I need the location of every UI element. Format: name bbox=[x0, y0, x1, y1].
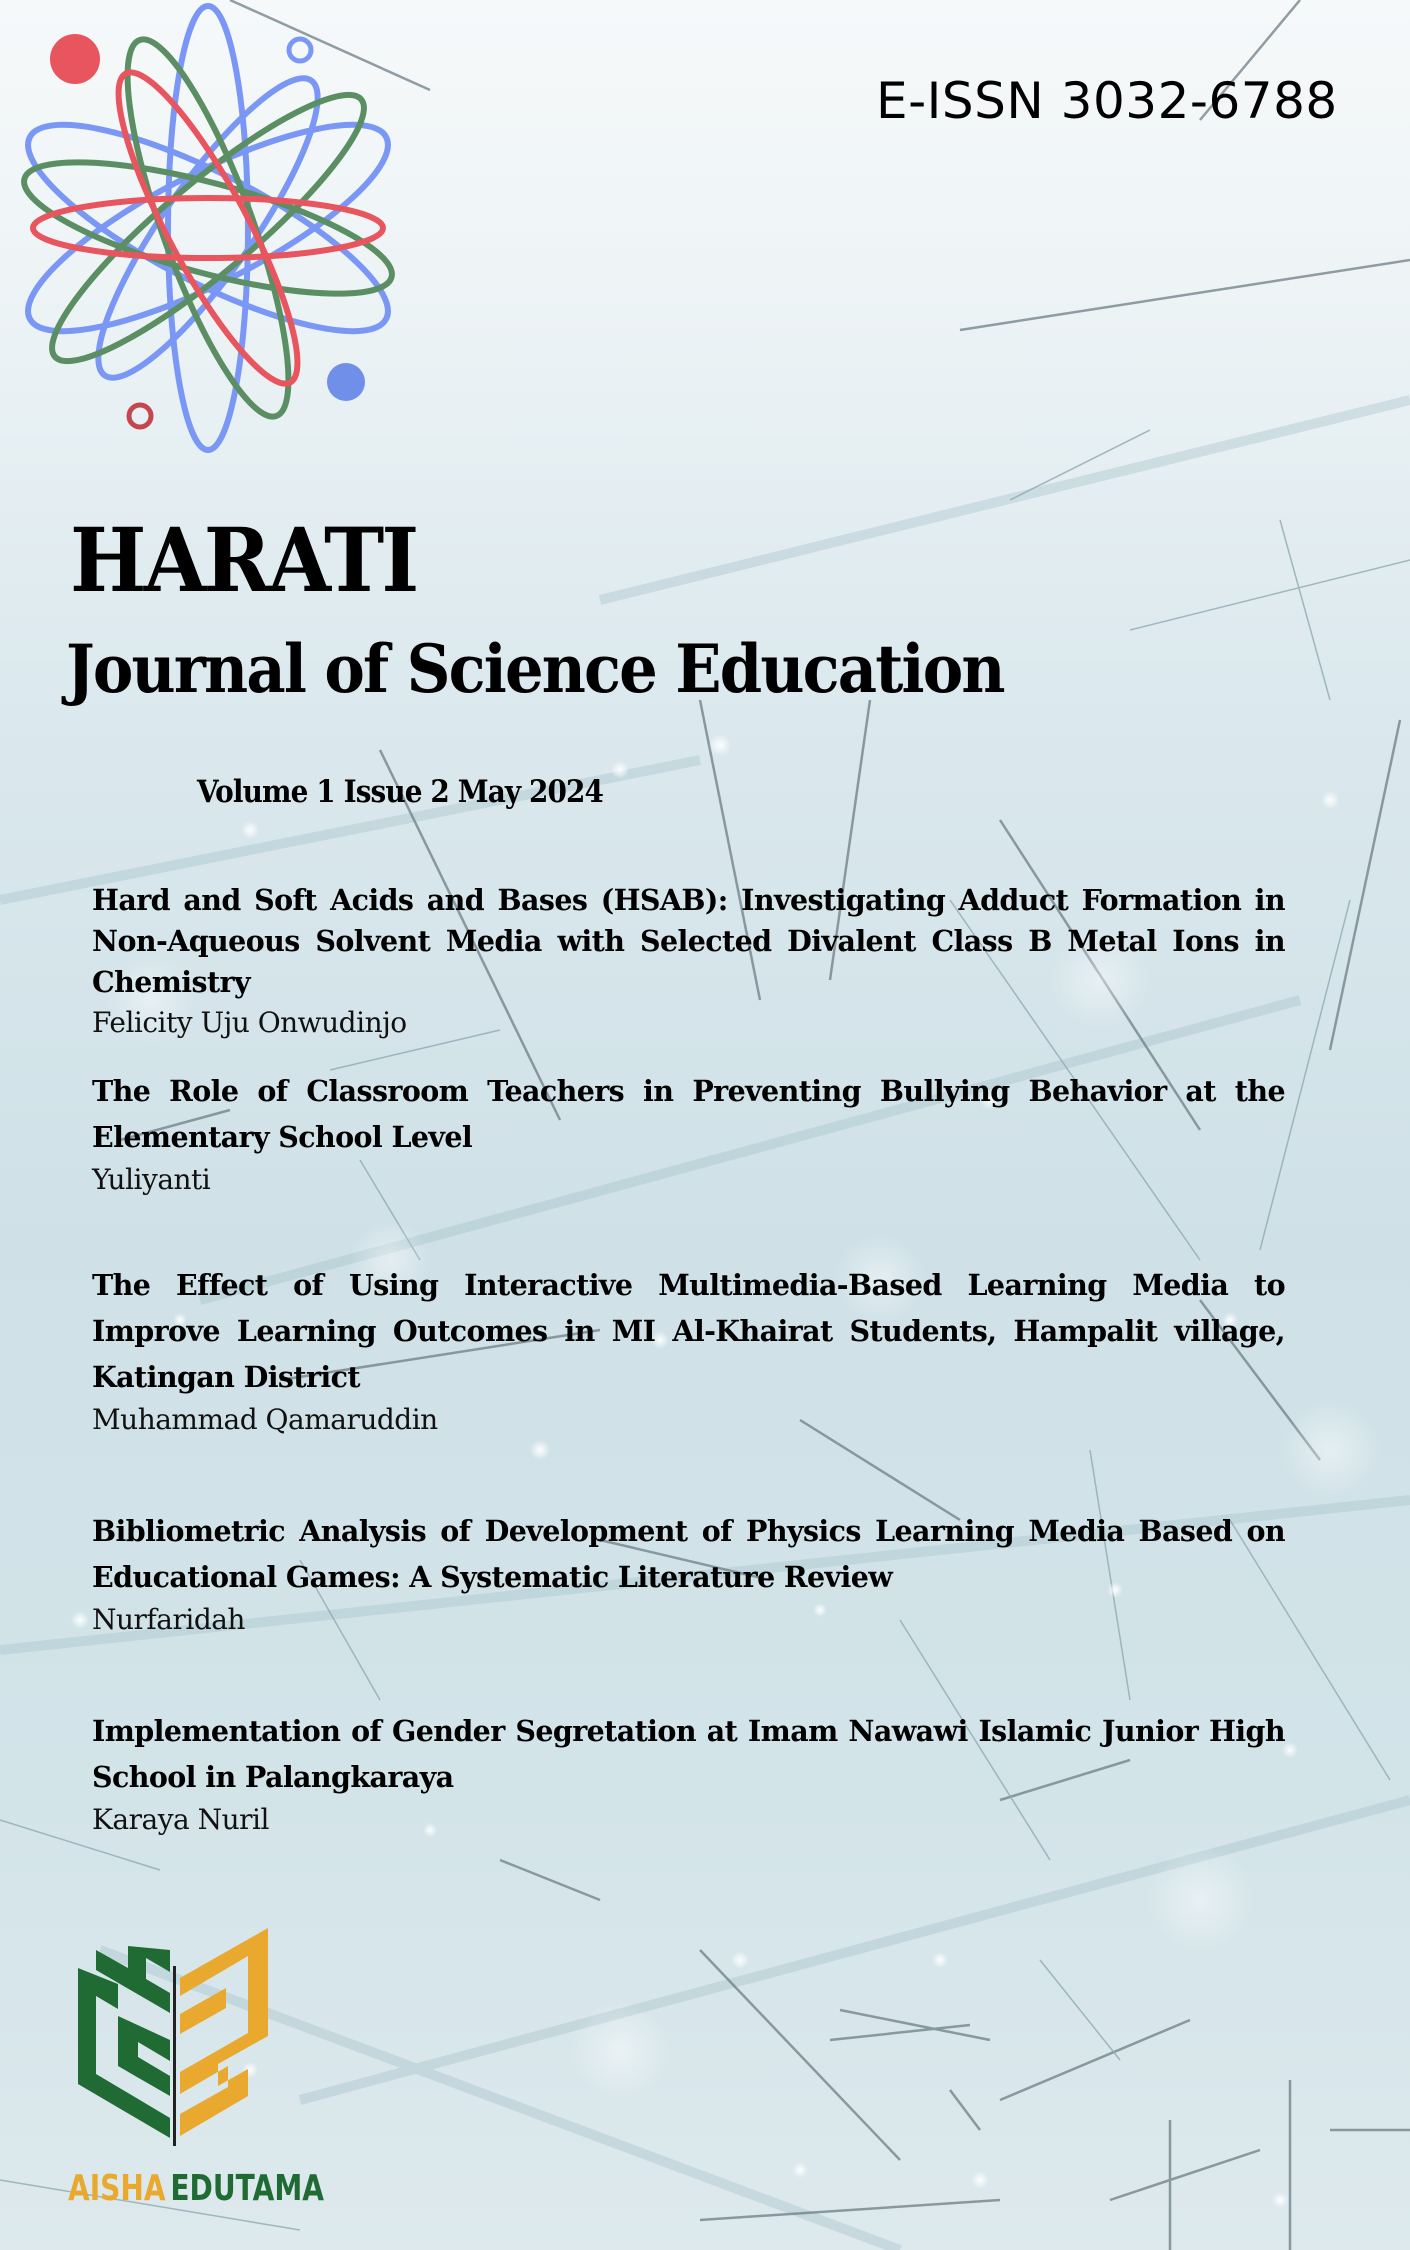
article-author: Karaya Nuril bbox=[92, 1803, 269, 1836]
article-title: The Role of Classroom Teachers in Preventing Bullying Behavior at the Elementary School Level bbox=[92, 1074, 1285, 1154]
article-author: Nurfaridah bbox=[92, 1603, 245, 1636]
article-author: Yuliyanti bbox=[92, 1163, 211, 1196]
atom-orbits-icon bbox=[8, 0, 408, 460]
publisher-name-part2: EDUTAMA bbox=[170, 2168, 324, 2209]
article-title: The Effect of Using Interactive Multimedia-Based Learning Media to Improve Learning Outcomes in MI Al-Khairat Students, Hampalit village, Katingan District bbox=[92, 1268, 1285, 1394]
article-item bbox=[92, 1068, 1285, 1200]
issn-label: E-ISSN 3032-6788 bbox=[876, 72, 1338, 130]
journal-subtitle: Journal of Science Education bbox=[66, 630, 1004, 708]
article-item bbox=[92, 1262, 1285, 1440]
article-author: Muhammad Qamaruddin bbox=[92, 1403, 438, 1436]
article-item bbox=[92, 1508, 1285, 1640]
article-author: Felicity Uju Onwudinjo bbox=[92, 1006, 407, 1039]
article-item bbox=[92, 1708, 1285, 1840]
publisher-name bbox=[68, 2168, 324, 2209]
publisher-logo bbox=[68, 1906, 328, 2226]
article-title: Hard and Soft Acids and Bases (HSAB): Investigating Adduct Formation in Non-Aqueous Solvent Media with Selected Divalent Class B Metal Ions in Chemistry bbox=[92, 883, 1285, 999]
article-title: Bibliometric Analysis of Development of Physics Learning Media Based on Educational Games: A Systematic Literature Review bbox=[92, 1514, 1285, 1594]
publisher-name-part1: AISHA bbox=[68, 2168, 166, 2209]
journal-name: HARATI bbox=[70, 508, 417, 612]
aisha-edutama-logo-icon bbox=[68, 1906, 328, 2166]
article-title: Implementation of Gender Segretation at Imam Nawawi Islamic Junior High School in Palangkaraya bbox=[92, 1714, 1285, 1794]
article-item bbox=[92, 880, 1285, 1043]
volume-issue-date: Volume 1 Issue 2 May 2024 bbox=[197, 774, 604, 810]
